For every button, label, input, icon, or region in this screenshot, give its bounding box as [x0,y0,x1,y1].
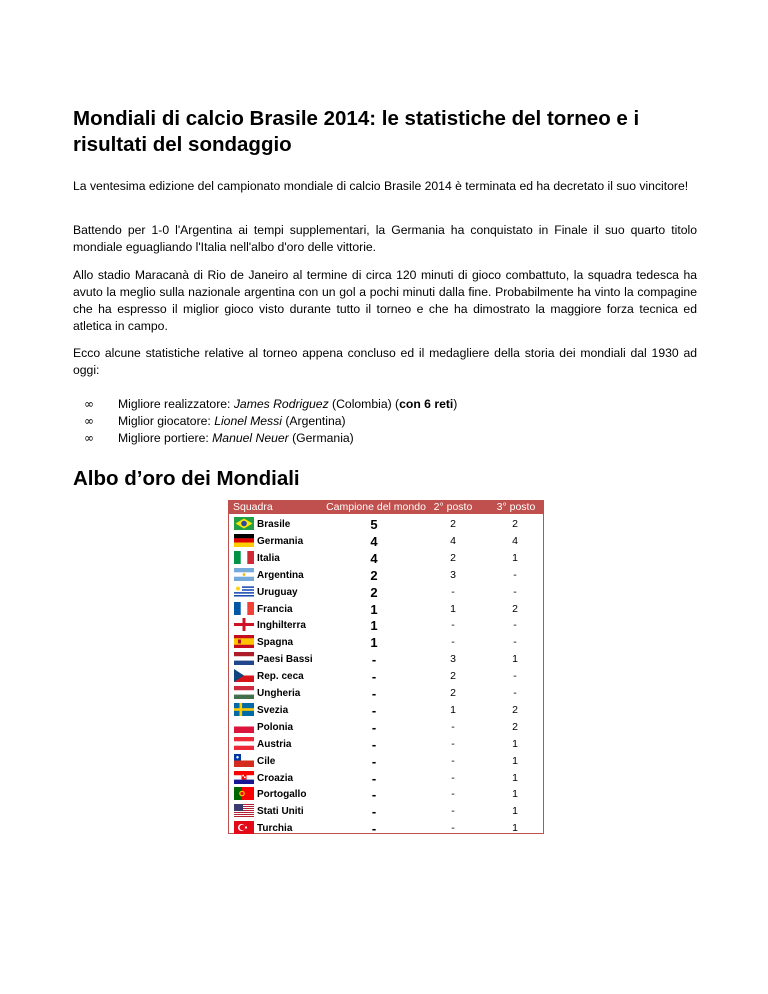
second-place-count: - [451,720,455,733]
team-name: Polonia [257,721,294,733]
team-name: Svezia [257,704,289,716]
third-place-count: 4 [512,534,518,547]
austria-flag-icon [234,737,254,750]
champion-count: 1 [370,601,378,617]
stat-label: Migliore realizzatore: [118,397,234,411]
table-row [229,567,543,584]
third-place-count: 2 [512,518,518,530]
paragraph-final: Battendo per 1-0 l'Argentina ai tempi supplementari, la Germania ha conquistato in Finale il suo quarto titolo mondiale eguagliando l'Italia nell'albo d'oro delle vittorie. [73,223,697,254]
team-name: Brasile [257,519,291,530]
paragraph-intro: La ventesima edizione del campionato mondiale di calcio Brasile 2014 è terminata ed ha decretato il suo vincitore! [73,179,689,193]
third-place-count: 1 [512,754,518,767]
spain-flag-icon [234,635,254,648]
table-row [229,584,543,601]
stat-end: ) [453,397,458,411]
team-name: Inghilterra [257,620,306,632]
player-name: Lionel Messi [214,414,282,428]
champion-count: - [371,821,377,837]
table-row [229,601,543,618]
list-item [73,430,457,447]
second-place-count: - [451,822,455,835]
netherlands-flag-icon [234,652,254,665]
table-row [229,719,543,736]
chile-flag-icon [234,754,254,767]
champion-count: - [371,787,377,803]
team-name: Turchia [257,823,293,835]
hungary-flag-icon [234,686,254,699]
stat-label: Miglior giocatore: [118,414,215,428]
second-place-count: - [451,788,455,801]
third-place-count: - [513,585,517,598]
table-row [229,634,543,651]
bullet-icon: ∞ [84,397,94,411]
third-place-count: 2 [512,703,518,716]
team-name: Paesi Bassi [257,654,313,666]
stat-goals: con 6 reti [399,397,454,411]
champion-count: - [371,753,377,769]
sweden-flag-icon [234,703,254,716]
table-row [229,668,543,685]
team-name: Stati Uniti [257,806,304,818]
third-place-count: 1 [512,805,518,818]
second-place-count: - [451,619,455,632]
champion-count: 1 [370,635,378,651]
turkey-flag-icon [234,821,254,834]
table-row [229,736,543,753]
player-name: James Rodriguez [233,397,329,411]
champion-count: 1 [370,618,378,634]
section-title: Albo d’oro dei Mondiali [73,467,300,490]
usa-flag-icon [234,804,254,817]
table-row [229,550,543,567]
table-row [229,786,543,803]
third-place-count: - [513,568,517,581]
third-place-count: - [513,670,517,683]
list-item [73,413,457,430]
third-place-count: 2 [512,602,518,615]
third-place-count: - [513,687,517,699]
champion-count: - [371,770,377,786]
champion-count: 4 [370,533,378,549]
second-place-count: - [451,737,455,750]
champion-count: - [371,804,377,820]
header-second: 2° posto [433,501,473,513]
second-place-count: 2 [450,551,456,564]
stat-detail: (Germania) [288,431,354,445]
second-place-count: - [451,636,455,649]
third-place-count: - [513,636,517,649]
bullet-icon: ∞ [84,414,94,428]
paragraph-match: Allo stadio Maracanà di Rio de Janeiro al termine di circa 120 minuti di gioco combattuto, la squadra tedesca ha avuto la meglio sulla nazionale argentina con un gol a pochi minuti dalla fine. Probabilmente ha vinto la compagine che ha espresso il miglior gioco visto durante tutto il torneo e che ha dimostrato la maggiore forza tecnica ed atletica in campo. [73,268,697,333]
second-place-count: - [451,585,455,598]
champion-count: 4 [370,550,378,566]
table-row [229,651,543,668]
champion-count: 5 [370,517,378,532]
second-place-count: 2 [450,670,456,683]
table-row [229,617,543,634]
table-row [229,533,543,550]
third-place-count: - [513,619,517,632]
team-name: Argentina [257,569,304,581]
second-place-count: - [451,805,455,818]
second-place-count: 3 [450,568,456,581]
table-row [229,820,543,837]
second-place-count: 2 [450,687,456,699]
italy-flag-icon [234,551,254,564]
team-name: Francia [257,603,293,615]
second-place-count: 1 [450,703,456,716]
uruguay-flag-icon [234,585,254,598]
third-place-count: 1 [512,551,518,564]
team-name: Ungheria [257,688,301,699]
table-row [229,685,543,702]
team-name: Rep. ceca [257,671,304,683]
stat-detail: (Argentina) [281,414,346,428]
team-name: Germania [257,535,304,547]
player-name: Manuel Neuer [212,431,289,445]
team-name: Croazia [257,772,294,784]
stat-label: Migliore portiere: [118,431,213,445]
table-row [229,803,543,820]
france-flag-icon [234,602,254,615]
article-title: Mondiali di calcio Brasile 2014: le statistiche del torneo e i risultati del sondaggio [73,107,640,156]
table-row [229,753,543,770]
table-row [229,770,543,787]
poland-flag-icon [234,720,254,733]
team-name: Cile [257,755,276,767]
second-place-count: 1 [450,602,456,615]
croatia-flag-icon [234,771,254,784]
third-place-count: 1 [512,737,518,750]
czech-flag-icon [234,669,254,682]
champion-count: - [371,702,377,718]
champion-count: - [371,669,377,685]
world-cup-table [228,500,544,837]
paragraph-stats-intro: Ecco alcune statistiche relative al torneo appena concluso ed il medagliere della storia dei mondiali dal 1930 ad oggi: [73,346,697,377]
stats-list [73,396,457,447]
team-name: Italia [257,552,280,564]
table-row [229,702,543,719]
champion-count: - [371,736,377,752]
portugal-flag-icon [234,787,254,800]
table-row [229,516,543,533]
third-place-count: 1 [512,788,518,801]
champion-count: - [371,652,377,668]
team-name: Austria [257,738,292,750]
second-place-count: - [451,754,455,767]
argentina-flag-icon [234,568,254,581]
second-place-count: 4 [450,534,456,547]
stat-detail: (Colombia) ( [328,397,400,411]
second-place-count: 2 [450,518,456,530]
champion-count: 2 [370,567,378,583]
bullet-icon: ∞ [84,431,94,445]
second-place-count: - [451,771,455,784]
germany-flag-icon [234,534,254,547]
team-name: Spagna [257,637,294,649]
team-name: Portogallo [257,789,307,801]
brazil-flag-icon [234,517,254,530]
third-place-count: 1 [512,653,518,666]
header-champion: Campione del mondo [326,501,426,513]
header-third: 3° posto [496,501,536,513]
champion-count: - [371,686,377,701]
england-flag-icon [234,618,254,631]
champion-count: 2 [370,584,378,600]
team-name: Uruguay [257,586,298,598]
third-place-count: 1 [512,771,518,784]
list-item [73,396,457,413]
header-team: Squadra [233,501,273,513]
second-place-count: 3 [450,653,456,666]
third-place-count: 2 [512,720,518,733]
third-place-count: 1 [512,822,518,835]
champion-count: - [371,719,377,735]
table-header [229,501,543,514]
